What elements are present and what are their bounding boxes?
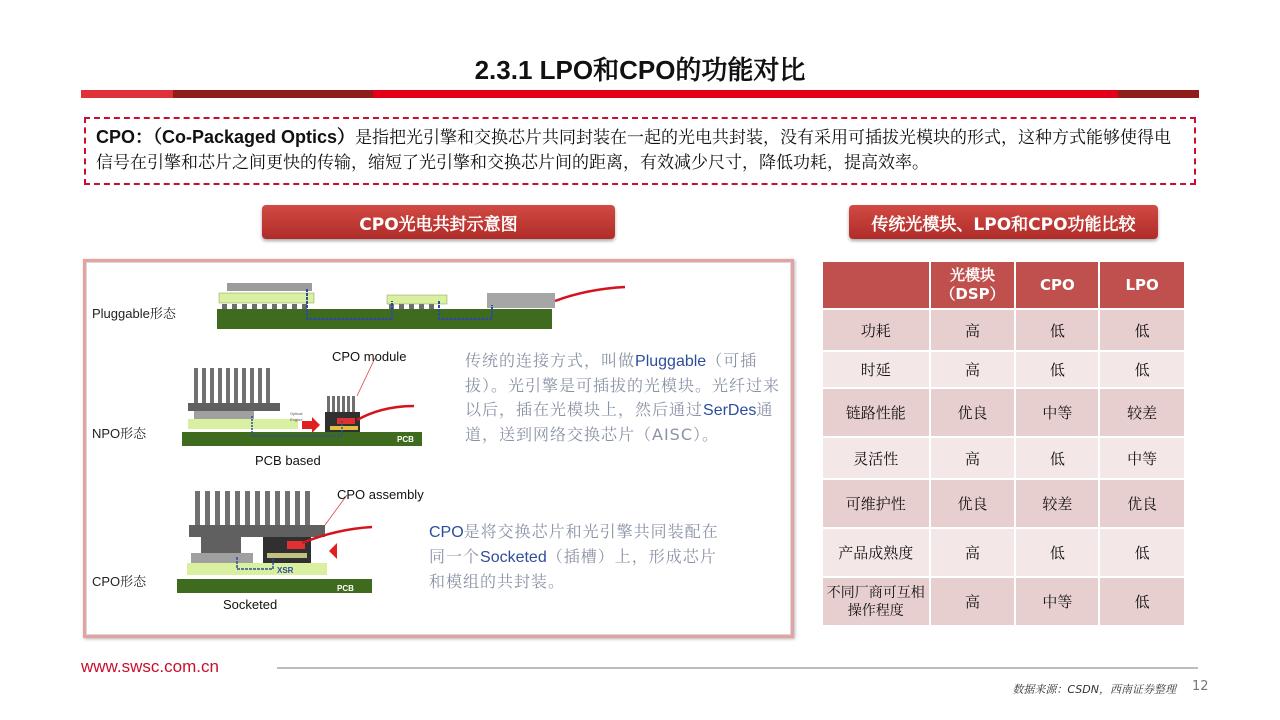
svg-text:Optical: Optical (290, 411, 303, 416)
note-text: 通道，送到网络交换芯片（AISC）。 (465, 400, 774, 444)
caption-pcb-based: PCB based (255, 453, 321, 468)
diagram-canvas (86, 262, 791, 635)
note-term-pluggable: Pluggable (635, 353, 707, 370)
table-cell: 高 (931, 310, 1015, 350)
pluggable-explanation (465, 349, 793, 447)
table-cell: 高 (931, 578, 1015, 625)
table-cell: 低 (1016, 438, 1098, 478)
note-text: 传统的连接方式，叫做 (465, 351, 636, 370)
cpo-definition-box (84, 117, 1196, 185)
definition-text: 是指把光引擎和交换芯片共同封装在一起的光电共封装，没有采用可插拔光模块的形式，这种方式能够使得电信号在引擎和芯片之间更快的传输，缩短了光引擎和交换芯片间的距离，有效减少尺寸，降低功耗，提高效率。 (96, 128, 1172, 173)
data-source-note: 数据来源：CSDN，西南证券整理 (1012, 683, 1176, 696)
svg-text:PCB: PCB (337, 584, 354, 593)
footer-divider (277, 667, 1198, 669)
note-term-serdes: SerDes (703, 402, 757, 419)
note-term-cpo: CPO (429, 524, 464, 541)
table-cell: 低 (1100, 578, 1184, 625)
table-cell: 优良 (931, 389, 1015, 436)
svg-text:XSR: XSR (277, 566, 294, 575)
section-header-cpo-diagram: CPO光电共封示意图 (262, 205, 615, 239)
caption-socketed: Socketed (223, 597, 278, 612)
table-cell: 低 (1016, 529, 1098, 576)
svg-text:PCB: PCB (397, 435, 414, 444)
table-row (823, 578, 1184, 625)
table-cell: 产品成熟度 (823, 529, 929, 576)
pluggable-illustration (207, 271, 627, 333)
table-cell: 较差 (1016, 480, 1098, 527)
page-title: 2.3.1 LPO和CPO的功能对比 (474, 55, 806, 85)
table-cell: 低 (1100, 310, 1184, 350)
footer-website-link[interactable]: www.swsc.com.cn (81, 657, 219, 676)
table-cell: 低 (1016, 352, 1098, 387)
table-row (823, 352, 1184, 387)
bar-segment (1118, 90, 1199, 98)
table-header-cell (823, 262, 929, 308)
table-cell: 优良 (931, 480, 1015, 527)
callout-cpo-assembly: CPO assembly (337, 487, 424, 502)
table-cell: 较差 (1100, 389, 1184, 436)
table-cell: 高 (931, 352, 1015, 387)
table-cell: 可维护性 (823, 480, 929, 527)
row-label-cpo: CPO形态 (92, 574, 147, 589)
note-text: 是将交换芯片和光引擎共同装配在同一个 (429, 522, 719, 566)
comparison-table (821, 260, 1186, 627)
table-cell: 中等 (1016, 578, 1098, 625)
table-cell: 低 (1016, 310, 1098, 350)
table-cell: 高 (931, 529, 1015, 576)
table-cell: 中等 (1016, 389, 1098, 436)
table-row (823, 438, 1184, 478)
table-row (823, 480, 1184, 527)
cpo-explanation (429, 520, 729, 594)
bar-segment (81, 90, 173, 98)
bar-segment (373, 90, 1118, 98)
cpo-diagram-figure (83, 259, 794, 638)
table-cell: 灵活性 (823, 438, 929, 478)
page-number: 12 (1192, 679, 1209, 694)
title-underline-bar (81, 90, 1199, 98)
table-cell: 优良 (1100, 480, 1184, 527)
table-row (823, 310, 1184, 350)
table-cell: 功耗 (823, 310, 929, 350)
table-cell: 低 (1100, 352, 1184, 387)
row-label-npo: NPO形态 (92, 426, 147, 441)
table-header-cell: CPO (1016, 262, 1098, 308)
table-cell: 中等 (1100, 438, 1184, 478)
bar-segment (173, 90, 373, 98)
table-cell: 链路性能 (823, 389, 929, 436)
note-text: （可插拔）。光引擎是可插拔的光模块。光纤过来以后，插在光模块上，然后通过 (465, 351, 781, 419)
callout-cpo-module: CPO module (332, 349, 407, 364)
table-header-cell: 光模块（DSP） (931, 262, 1015, 308)
note-text: （插槽）上，形成芯片和模组的共封装。 (429, 547, 717, 591)
table-header-cell: LPO (1100, 262, 1184, 308)
table-cell: 高 (931, 438, 1015, 478)
table-header-row (823, 262, 1184, 308)
table-cell: 低 (1100, 529, 1184, 576)
row-label-pluggable: Pluggable形态 (92, 306, 176, 321)
svg-text:Engine: Engine (290, 417, 303, 422)
section-header-comparison: 传统光模块、LPO和CPO功能比较 (849, 205, 1158, 239)
table-row (823, 529, 1184, 576)
note-term-socketed: Socketed (480, 549, 547, 566)
table-cell: 不同厂商可互相操作程度 (823, 578, 929, 625)
definition-term: CPO：（Co-Packaged Optics） (96, 127, 356, 147)
table-cell: 时延 (823, 352, 929, 387)
table-row (823, 389, 1184, 436)
